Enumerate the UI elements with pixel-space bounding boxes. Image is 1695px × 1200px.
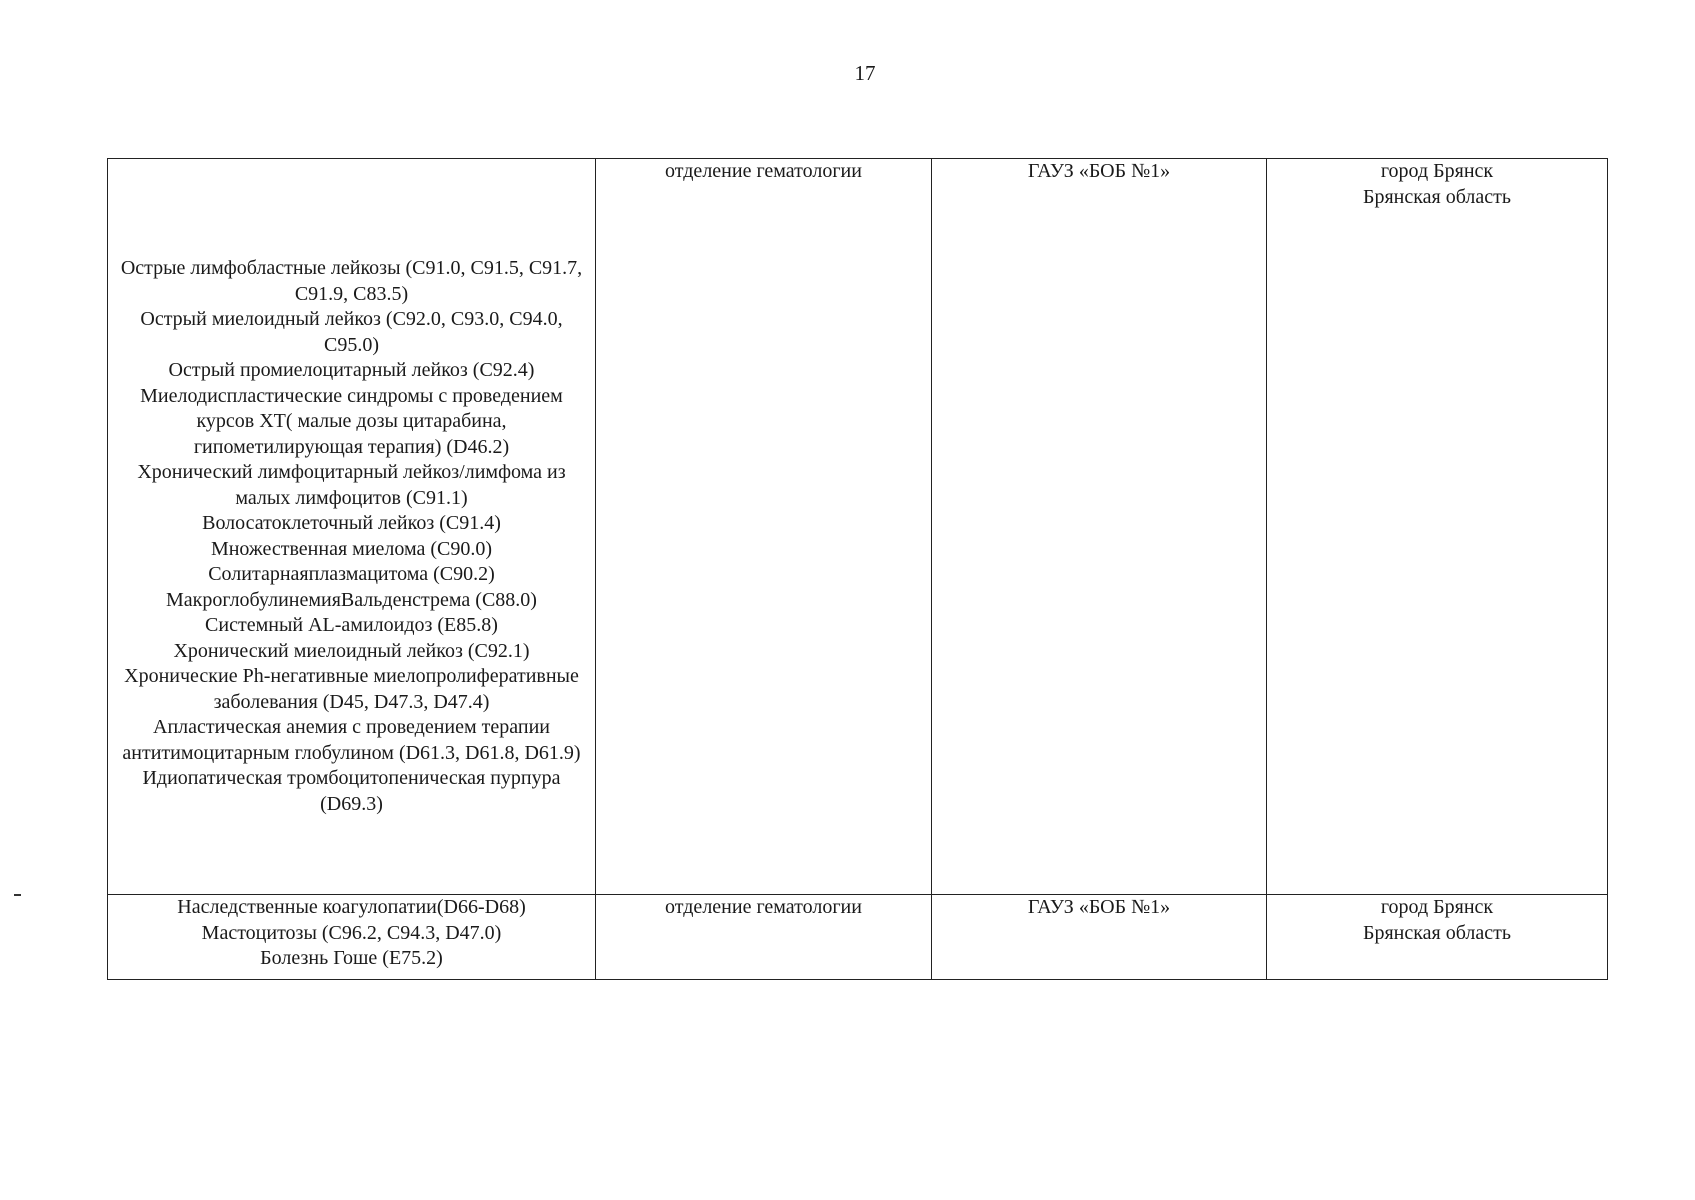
department-cell xyxy=(596,159,932,895)
diagnosis-item: Хронический миелоидный лейкоз (С92.1) xyxy=(173,639,530,662)
diagnosis-item: Хронические Ph-негативные миелопролиферативные заболевания (D45, D47.3, D47.4) xyxy=(124,665,579,713)
diagnosis-item: Острый миелоидный лейкоз (С92.0, С93.0, С94.0, С95.0) xyxy=(140,308,563,356)
institution-text: ГАУЗ «БОБ №1» xyxy=(1027,160,1171,182)
diagnosis-item: Системный AL-амилоидоз (Е85.8) xyxy=(205,614,498,636)
scan-mark xyxy=(14,894,21,896)
location-region: Брянская область xyxy=(1362,921,1512,944)
diagnosis-item: Острые лимфобластные лейкозы (С91.0, С91.5, С91.7, С91.9, С83.5) xyxy=(120,257,583,305)
diagnosis-item: Миелодиспластические синдромы с проведением курсов ХТ( малые дозы цитарабина, гипометилирующая терапия) (D46.2) xyxy=(140,384,563,458)
department-text: отделение гематологии xyxy=(665,160,862,182)
diagnoses-cell xyxy=(108,895,596,980)
institution-cell xyxy=(932,895,1267,980)
location-region: Брянская область xyxy=(1362,185,1512,208)
diagnosis-item: Волосатоклеточный лейкоз (С91.4) xyxy=(202,512,501,534)
location-cell xyxy=(1267,159,1608,895)
diagnosis-item: Солитарнаяплазмацитома (С90.2) xyxy=(208,563,495,585)
institution-text: ГАУЗ «БОБ №1» xyxy=(1027,896,1171,918)
hospital-table xyxy=(107,158,1608,980)
diagnosis-item: Идиопатическая тромбоцитопеническая пурпура (D69.3) xyxy=(142,767,561,815)
location-cell xyxy=(1267,895,1608,980)
diagnosis-item: Наследственные коагулопатии(D66-D68) xyxy=(177,896,526,918)
location-city: город Брянск xyxy=(1380,160,1494,182)
location-city: город Брянск xyxy=(1380,896,1494,918)
diagnosis-item: Острый промиелоцитарный лейкоз (С92.4) xyxy=(168,359,535,381)
diagnoses-cell xyxy=(108,159,596,895)
diagnosis-item: Болезнь Гоше (Е75.2) xyxy=(260,947,443,969)
diagnosis-item: МакроглобулинемияВальденстрема (С88.0) xyxy=(166,588,537,611)
diagnosis-item: Множественная миелома (С90.0) xyxy=(210,537,493,560)
diagnosis-item: Мастоцитозы (С96.2, С94.3, D47.0) xyxy=(201,921,502,944)
table-row xyxy=(108,895,1608,980)
diagnosis-item: Апластическая анемия с проведением терапии антитимоцитарным глобулином (D61.3, D61.8, D61.9) xyxy=(122,716,581,764)
diagnosis-item: Хронический лимфоцитарный лейкоз/лимфома из малых лимфоцитов (С91.1) xyxy=(137,461,566,509)
page-number: 17 xyxy=(854,61,876,85)
table-row xyxy=(108,159,1608,895)
department-text: отделение гематологии xyxy=(665,896,862,918)
institution-cell xyxy=(932,159,1267,895)
department-cell xyxy=(596,895,932,980)
